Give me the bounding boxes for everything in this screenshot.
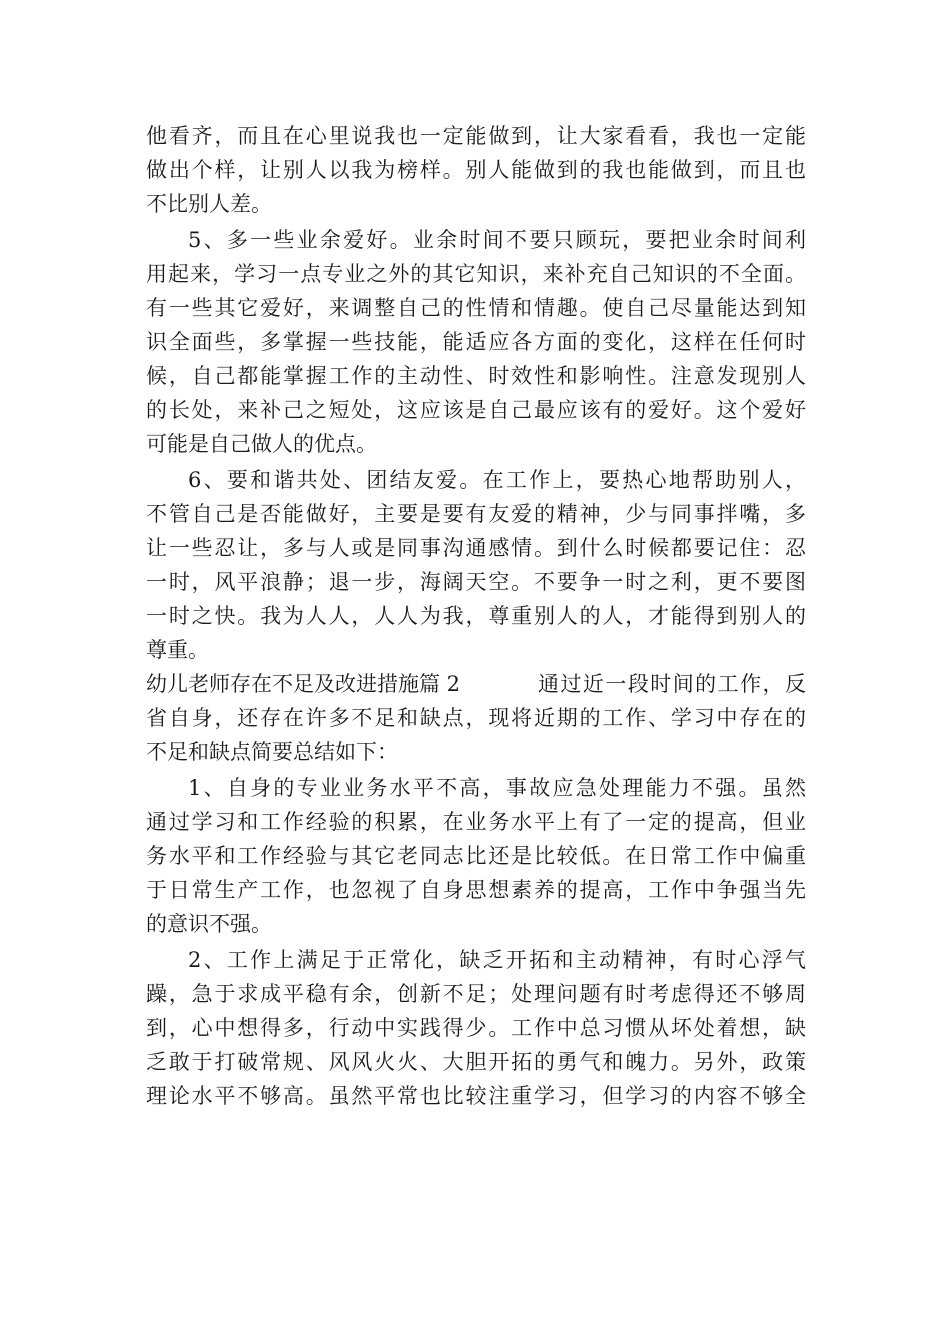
- text-line: 到，心中想得多，行动中实践得少。工作中总习惯从坏处着想，缺: [146, 1016, 806, 1040]
- text-line: 不比别人差。: [146, 192, 272, 216]
- text-line: 让一些忍让，多与人或是同事沟通感情。到什么时候都要记住：忍: [146, 536, 806, 560]
- text-line: 于日常生产工作，也忽视了自身思想素养的提高，工作中争强当先: [146, 878, 806, 902]
- text-line: 2、工作上满足于正常化，缺乏开拓和主动精神，有时心浮气: [188, 948, 806, 972]
- text-line: 省自身，还存在许多不足和缺点，现将近期的工作、学习中存在的: [146, 706, 806, 730]
- text-line: 不管自己是否能做好，主要是要有友爱的精神，少与同事拌嘴，多: [146, 502, 806, 526]
- text-line: 有一些其它爱好，来调整自己的性情和情趣。使自己尽量能达到知: [146, 296, 806, 320]
- document-page: [146, 119, 806, 1113]
- paragraph-item-2: [146, 943, 806, 1113]
- text-line: 可能是自己做人的优点。: [146, 432, 377, 456]
- text-line: 乏敢于打破常规、风风火火、大胆开拓的勇气和魄力。另外，政策: [146, 1050, 806, 1074]
- text-line: 候，自己都能掌握工作的主动性、时效性和影响性。注意发现别人: [146, 364, 806, 388]
- text-line: 一时之快。我为人人，人人为我，尊重别人的人，才能得到别人的: [146, 604, 806, 628]
- text-line: 通过学习和工作经验的积累，在业务水平上有了一定的提高，但业: [146, 810, 806, 834]
- text-line: 通过近一段时间的工作，反: [538, 672, 806, 696]
- text-line: 不足和缺点简要总结如下：: [146, 740, 398, 764]
- text-line: 的意识不强。: [146, 912, 272, 936]
- text-line: 务水平和工作经验与其它老同志比还是比较低。在日常工作中偏重: [146, 844, 806, 868]
- paragraph-item-6: [146, 463, 806, 667]
- text-line: 做出个样，让别人以我为榜样。别人能做到的我也能做到，而且也: [146, 158, 806, 182]
- text-line: 用起来，学习一点专业之外的其它知识，来补充自己知识的不全面。: [146, 262, 806, 286]
- text-line: 尊重。: [146, 638, 209, 662]
- section-heading: 幼儿老师存在不足及改进措施篇 2: [146, 672, 461, 696]
- paragraph-item-5: [146, 223, 806, 461]
- text-line: 6、要和谐共处、团结友爱。在工作上，要热心地帮助别人，: [188, 468, 806, 492]
- text-line: 躁，急于求成平稳有余，创新不足；处理问题有时考虑得还不够周: [146, 982, 806, 1006]
- text-line: 的长处，来补己之短处，这应该是自己最应该有的爱好。这个爱好: [146, 398, 806, 422]
- text-line: 理论水平不够高。虽然平常也比较注重学习，但学习的内容不够全: [146, 1084, 806, 1108]
- text-line: 1、自身的专业业务水平不高，事故应急处理能力不强。虽然: [188, 776, 806, 800]
- text-line: 一时，风平浪静；退一步，海阔天空。不要争一时之利，更不要图: [146, 570, 806, 594]
- text-line: 他看齐，而且在心里说我也一定能做到，让大家看看，我也一定能: [146, 124, 806, 148]
- paragraph-item-1: [146, 771, 806, 941]
- heading-line: [146, 667, 806, 701]
- section-heading-paragraph: [146, 667, 806, 769]
- paragraph-continuation: [146, 119, 806, 221]
- text-line: 5、多一些业余爱好。业余时间不要只顾玩，要把业余时间利: [188, 228, 806, 252]
- text-line: 识全面些，多掌握一些技能，能适应各方面的变化，这样在任何时: [146, 330, 806, 354]
